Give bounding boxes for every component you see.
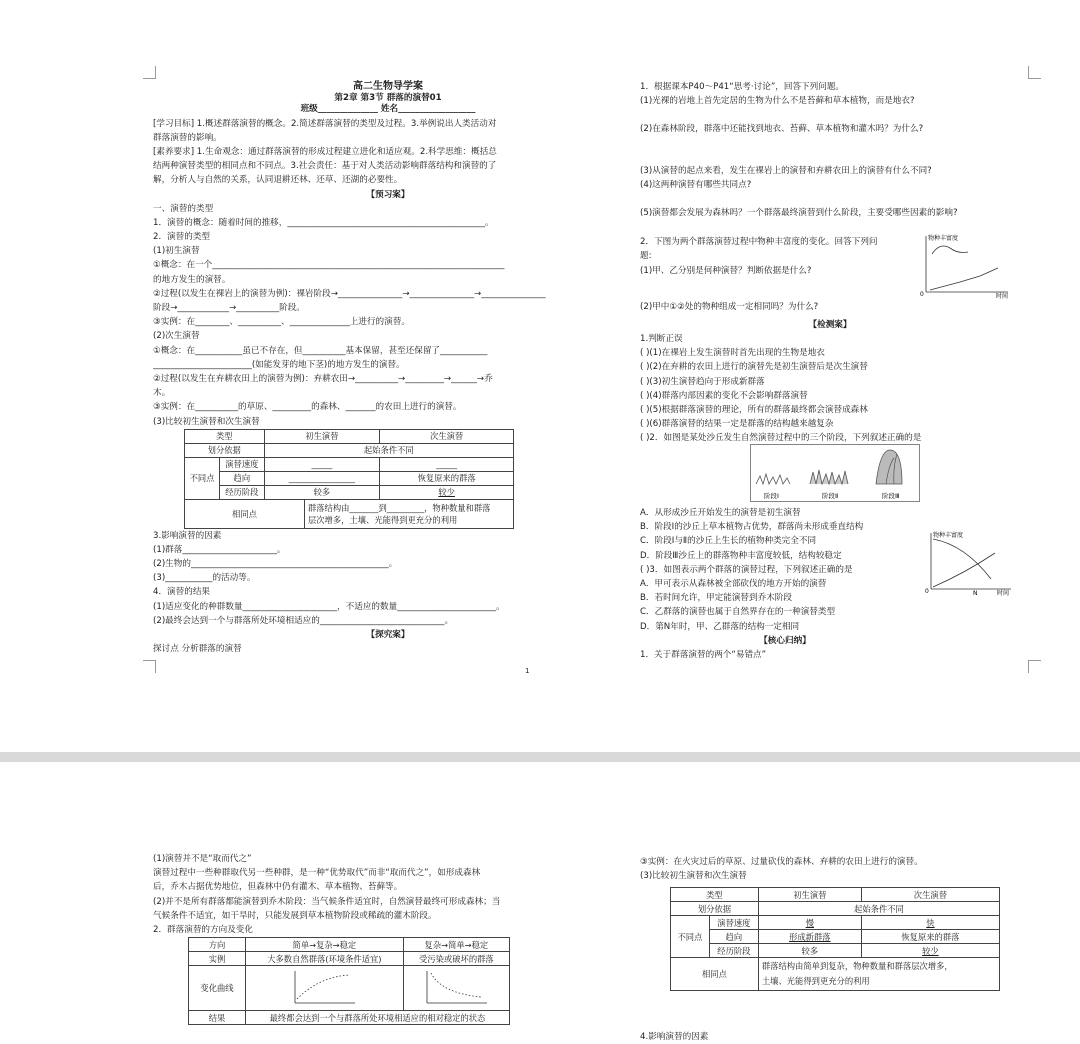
page-number: 1 [525,667,530,675]
comparison-table [184,429,514,529]
page-left-top [153,80,623,656]
table-cell: 划分依据 [671,902,759,916]
table-cell: 趋向 [220,471,264,485]
option-item: ( )3．如图表示两个群落的演替过程，下列叙述正确的是 [640,564,853,575]
table-cell: 类型 [671,888,759,902]
table-cell: 趋向 [709,930,758,944]
goal-line: 结两种演替类型的相同点和不同点。3.社会责任：基于对人类活动影响群落结构和演替的了 [153,161,497,172]
summary-header: 【核心归纳】 [759,636,811,646]
table-cell: 较少 [380,485,514,499]
text-line: ①概念：在一个____________________________________________________________________ [153,260,505,271]
text-line: (1)演替并不是“取而代之” [153,854,252,864]
table-cell: 经历阶段 [709,944,758,958]
table-cell: 简单→复杂→稳定 [246,938,404,952]
text-line: 演替过程中一些种群取代另一些种群，是一种“优势取代”而非“取而代之”，如形成森林 [153,868,481,879]
judge-block [640,332,1020,446]
text-line: _______________________(如能发芽的地下茎)的地方发生的演替。 [153,359,405,370]
text-line: (2)最终会达到一个与群落所处环境相适应的_____________________________。 [153,615,454,626]
stage-label: 阶段Ⅰ [764,492,779,500]
origin-label: 0 [925,588,929,595]
text-line: ②过程(以发生在弃耕农田上的演替为例)：弃耕农田→__________→_________→______→乔 [153,373,493,384]
option-item: C．乙群落的演替也属于自然界存在的一种演替类型 [640,607,836,618]
option-item: B．阶段Ⅰ的沙丘上草本植物占优势，群落尚未形成垂直结构 [640,522,864,533]
page-corner-mark [1028,660,1041,673]
question-line: 2．下图为两个群落演替过程中物种丰富度的变化。回答下列问 [640,237,878,247]
table-cell: 次生演替 [861,888,999,902]
table-cell: 慢 [758,916,861,930]
direction-table [188,937,510,1025]
same-line: 群落结构由_______到_________，物种数量和群落 [307,502,491,513]
page-right-top [640,80,1020,108]
options-block [640,506,930,634]
page-right-bottom [640,855,1020,883]
option-item: D．阶段Ⅲ沙丘上的群落物种丰富度较低，结构较稳定 [640,550,842,561]
text-line: (1)初生演替 [153,246,200,257]
question-line: (4)这两种演替有哪些共同点? [640,180,752,190]
table-cell: ________________ [264,471,380,485]
same-line: 土壤、光能得到更充分的利用 [761,976,870,986]
decrease-curve-figure [421,967,491,1007]
n-label: N [973,590,978,597]
page-separator [0,752,1080,762]
x-axis-label: 时间 [996,293,1009,300]
text-line: 2．群落演替的方向及变化 [153,924,253,935]
table-cell: 演替速度 [220,457,264,471]
judge-item: ( )(6)群落演替的结果一定是群落的结构越来越复杂 [640,419,834,430]
table-cell: 实例 [189,952,246,966]
table-cell: 次生演替 [380,429,514,443]
table-cell: 变化曲线 [189,966,246,1011]
judge-header: 1.判断正误 [640,334,683,344]
text-line: 阶段→____________→__________阶段。 [153,303,305,313]
table-cell: 较少 [861,944,999,958]
stage-label: 阶段Ⅲ [882,492,900,500]
table-cell: 经历阶段 [220,485,264,499]
text-line: ③实例：在________、__________、______________上进行的演替。 [153,317,410,328]
goals-block [153,117,623,188]
table-cell: 初生演替 [264,429,380,443]
table-cell: 起始条件不同 [264,443,514,457]
table-cell: 起始条件不同 [758,902,999,916]
table-cell: 大多数自然群落(环境条件适宜) [246,952,404,966]
text-line: 4．演替的结果 [153,587,211,598]
text-line: (2)次生演替 [153,331,200,342]
text-line: 2．演替的类型 [153,232,211,243]
table-cell: _____ [380,457,514,471]
increase-curve-figure [289,967,359,1007]
question-line: (3)从演替的起点来看，发生在裸岩上的演替和弃耕农田上的演替有什么不同? [640,166,932,176]
judge-item: ( )(2)在弃耕的农田上进行的演替先是初生演替后是次生演替 [640,362,868,373]
table-cell: 不同点 [671,916,710,958]
table-cell [758,958,999,991]
text-line: (3)___________的活动等。 [153,573,256,584]
question-line: (1)甲、乙分别是何种演替？判断依据是什么? [640,266,812,276]
footer-line: 4.影响演替的因素 [640,1032,709,1042]
explore-header: 【探究案】 [366,630,410,640]
table-cell: 类型 [185,429,265,443]
page-corner-mark [143,660,156,673]
goal-line: 解，分析人与自然的关系，认同退耕还林、还草、还湖的必要性。 [153,175,403,186]
goal-line: 群落演替的影响。 [153,132,222,143]
text-line: 1．演替的概念：随着时间的推移，______________________________________________。 [153,217,494,228]
class-name-line: 班级______________ 姓名__________________ [300,104,476,115]
goal-line: [素养要求] 1.生命观念：通过群落演替的形成过程建立进化和适应观。2.科学思维：概括总 [153,146,497,157]
text-line: ①概念：在___________虽已不存在，但__________基本保留，甚至还保留了___________ [153,345,488,356]
table-cell: 划分依据 [185,443,265,457]
table-cell: 初生演替 [758,888,861,902]
table-cell: 结果 [189,1011,246,1025]
table-cell [403,966,509,1011]
page-corner-mark [143,66,156,79]
curve-line [930,268,998,290]
table-cell: 恢复原来的群落 [861,930,999,944]
preview-lines [153,202,623,429]
after-lines [153,529,623,628]
curve-line [933,553,995,587]
text-line: (2)生物的______________________________________________。 [153,559,398,570]
two-community-graph [925,527,1015,597]
text-line: 一、演替的类型 [153,203,214,214]
explore-point: 探讨点 分析群落的演替 [153,644,242,655]
table-cell: 较多 [758,944,861,958]
judge-item: ( )(1)在裸岩上发生演替时首先出现的生物是地衣 [640,348,825,359]
species-richness-graph [920,230,1012,300]
text-line: (1)群落______________________。 [153,544,286,555]
table-cell: 不同点 [185,457,220,499]
option-item: A．从形成沙丘开始发生的演替是初生演替 [640,508,801,518]
option-item: A．甲可表示从森林被全部砍伐的地方开始的演替 [640,578,827,589]
table-cell: 演替速度 [709,916,758,930]
table-cell: _____ [264,457,380,471]
table-cell: 快 [861,916,999,930]
comparison-table-answers [670,887,1000,991]
question-line: (2)甲中①②处的物种组成一定相同吗？为什么? [640,302,819,312]
table-cell [246,966,404,1011]
text-line: 后，乔木占据优势地位，但森林中仍有灌木、草本植物、苔藓等。 [153,882,403,893]
table-cell: 较多 [264,485,380,499]
check-header: 【检测案】 [808,320,852,330]
judge-item: ( )(5)根据群落演替的理论，所有的群落最终都会演替成森林 [640,404,868,415]
origin-label: 0 [920,291,924,298]
summary-first-line: 1．关于群落演替的两个“易错点” [640,650,767,660]
table-cell: 方向 [189,938,246,952]
table-cell: 形成新群落 [758,930,861,944]
same-line: 层次增多，土壤、光能得到更充分的利用 [307,514,458,525]
text-line: 3.影响演替的因素 [153,530,222,541]
page-title: 高二生物导学案 [353,81,423,92]
table-cell: 最终都会达到一个与群落所处环境相适应的相对稳定的状态 [246,1011,510,1025]
table-cell [304,499,513,528]
text-line: ③实例：在火灾过后的草原、过量砍伐的森林、弃耕的农田上进行的演替。 [640,857,923,867]
stage-label: 阶段Ⅱ [822,492,839,500]
judge-item: ( )(4)群落内部因素的变化不会影响群落演替 [640,390,808,401]
judge-item: ( )2．如图是某处沙丘发生自然演替过程中的三个阶段，下列叙述正确的是 [640,433,922,444]
text-line: (3)比较初生演替和次生演替 [640,871,747,882]
text-line: (2)并不是所有群落都能演替到乔木阶段：当气候条件适宜时，自然演替最终可形成森林；当 [153,896,501,907]
y-axis-label: 物种丰富度 [933,532,964,539]
table-cell: 受污染或破坏的群落 [403,952,509,966]
option-item: C．阶段Ⅰ与Ⅱ的沙丘上生长的植物种类完全不同 [640,536,817,547]
question-line: 题: [640,251,652,261]
text-line: 的地方发生的演替。 [153,274,231,285]
curve-line [932,246,968,254]
text-line: (3)比较初生演替和次生演替 [153,416,260,427]
page-subtitle: 第2章 第3节 群落的演替01 [334,93,442,104]
text-line: 气候条件不适宜，如干旱时，只能发展到草本植物阶段或稀疏的灌木阶段。 [153,910,437,921]
text-line: 木。 [153,388,171,399]
preview-header: 【预习案】 [366,189,410,200]
goal-line: [学习目标] 1.概述群落演替的概念。2.简述群落演替的类型及过程。3.举例说出人类活动对 [153,118,497,129]
dune-stages-figure [750,444,920,502]
text-line: (1)适应变化的种群数量______________________，不适应的数量_______________________。 [153,601,505,612]
question-line: (5)演替都会发展为森林吗？一个群落最终演替到什么阶段，主要受哪些因素的影响? [640,208,958,218]
option-item: D．第N年时，甲、乙群落的结构一定相同 [640,621,800,632]
option-item: B．若时间允许，甲定能演替到乔木阶段 [640,593,792,604]
table-cell: 相同点 [671,958,759,991]
text-line: ②过程(以发生在裸岩上的演替为例)：裸岩阶段→_______________→_______________→_______________ [153,288,546,299]
table-cell: 相同点 [185,499,305,528]
text-line: (1)光裸的岩地上首先定居的生物为什么不是苔藓和草本植物，而是地衣? [640,96,915,107]
y-axis-label: 物种丰富度 [928,235,959,242]
question-line: (2)在森林阶段，群落中还能找到地衣、苔藓、草本植物和灌木吗？为什么? [640,124,924,134]
x-axis-label: 时间 [997,590,1010,597]
page-corner-mark [1028,66,1041,79]
table-cell: 复杂→简单→稳定 [403,938,509,952]
page-left-bottom [153,852,553,937]
same-line: 群落结构由简单到复杂，物种数量和群落层次增多， [761,961,953,971]
text-line: ③实例：在__________的草原、_________的森林、_______的农田上进行的演替。 [153,402,462,413]
judge-item: ( )(3)初生演替趋向于形成新群落 [640,376,765,387]
text-line: 1．根据课本P40～P41“思考·讨论”，回答下列问题。 [640,82,845,92]
table-cell: 恢复原来的群落 [380,471,514,485]
